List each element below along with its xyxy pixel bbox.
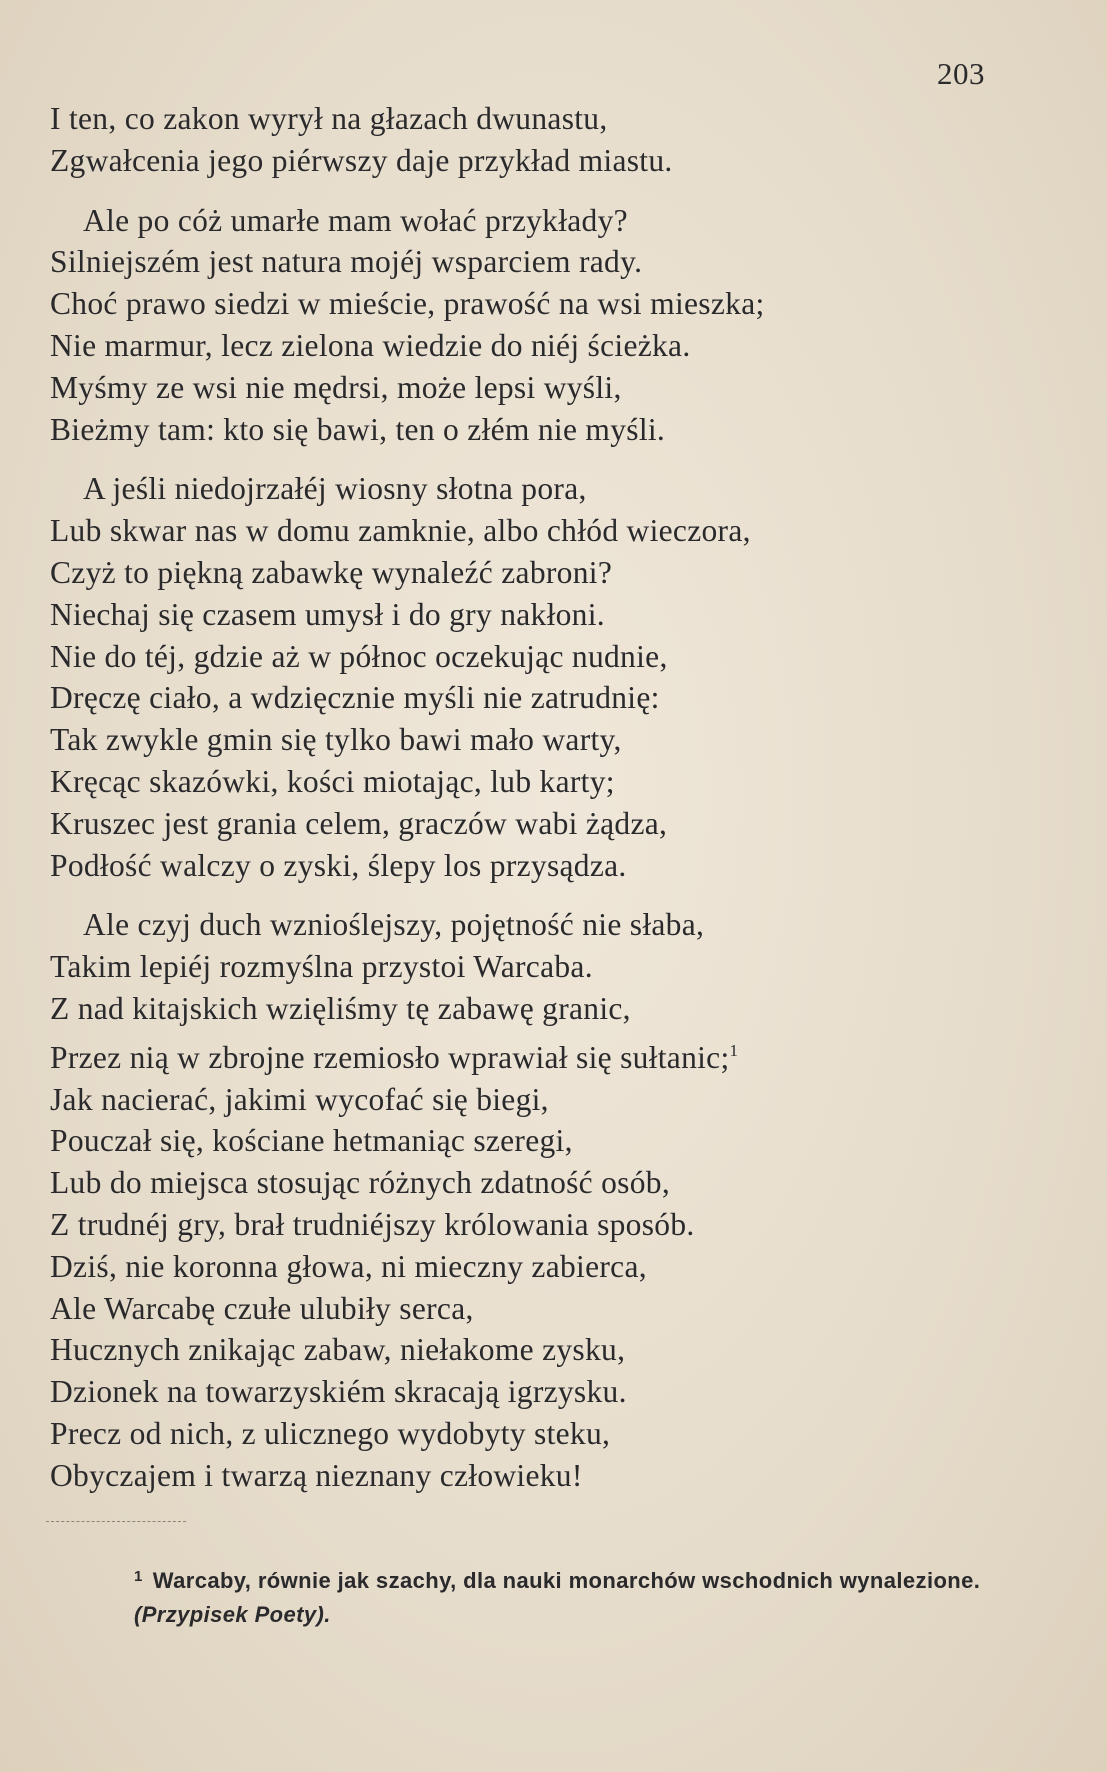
verse-line: Kręcąc skazówki, kości miotając, lub karty; — [50, 763, 615, 799]
footnote-marker: 1 — [134, 1568, 143, 1585]
verse-line: Zgwałcenia jego piérwszy daje przykład miastu. — [50, 142, 673, 178]
footnote-text: Warcaby, równie jak szachy, dla nauki monarchów wschodnich wynalezione. — [152, 1568, 981, 1593]
verse-line: Obyczajem i twarzą nieznany człowieku! — [50, 1457, 583, 1493]
verse-line: A jeśli niedojrzałéj wiosny słotna pora, — [83, 471, 587, 507]
verse-line: Silniejszém jest natura mojéj wsparciem rady. — [50, 244, 643, 280]
verse-line: Dręczę ciało, a wdzięcznie myśli nie zatrudnię: — [50, 680, 660, 716]
verse-text: Przez nią w zbrojne rzemiosło wprawiał się sułtanic; — [50, 1039, 730, 1075]
verse-line: Hucznych znikając zabaw, niełakome zysku, — [50, 1332, 626, 1368]
footnote-reference: 1 — [729, 1040, 739, 1060]
verse-line: Czyż to piękną zabawkę wynaleźć zabroni? — [50, 554, 613, 590]
verse-line: Dzionek na towarzyskiém skracają igrzysku. — [50, 1374, 627, 1410]
verse-line: I ten, co zakon wyrył na głazach dwunastu, — [50, 101, 608, 136]
verse-line: Lub skwar nas w domu zamknie, albo chłód wieczora, — [50, 513, 751, 549]
verse-line: Kruszec jest grania celem, graczów wabi żądza, — [50, 805, 668, 841]
verse-line: Tak zwykle gmin się tylko bawi mało warty, — [50, 722, 622, 758]
verse-line: Choć prawo siedzi w mieście, prawość na wsi mieszka; — [50, 286, 765, 322]
verse-line: Dziś, nie koronna głowa, ni mieczny zabierca, — [50, 1248, 647, 1284]
stanza-2 — [50, 200, 1050, 451]
stanza-1 — [50, 98, 1050, 182]
verse-line: Pouczał się, kościane hetmaniąc szeregi, — [50, 1123, 573, 1159]
poem-body — [50, 98, 1050, 1497]
verse-line: Takim lepiéj rozmyślna przystoi Warcaba. — [50, 949, 593, 985]
verse-line: Nie marmur, lecz zielona wiedzie do niéj ścieżka. — [50, 327, 691, 363]
verse-line: Z nad kitajskich wzięliśmy tę zabawę granic, — [50, 990, 631, 1026]
verse-line: Bieżmy tam: kto się bawi, ten o złém nie myśli. — [50, 411, 666, 447]
verse-line: Niechaj się czasem umysł i do gry nakłoni. — [50, 596, 605, 632]
verse-line: Lub do miejsca stosując różnych zdatność osób, — [50, 1165, 671, 1201]
verse-line: Jak nacierać, jakimi wycofać się biegi, — [50, 1081, 549, 1117]
verse-line: Precz od nich, z ulicznego wydobyty steku, — [50, 1415, 611, 1451]
footnote-text-block — [46, 1560, 1006, 1632]
footnote — [46, 1560, 1006, 1632]
verse-line: Nie do téj, gdzie aż w północ oczekując nudnie, — [50, 638, 668, 674]
verse-line: Podłość walczy o zyski, ślepy los przysądza. — [50, 847, 627, 883]
verse-line: Ale po cóż umarłe mam wołać przykłady? — [83, 202, 628, 238]
verse-line-with-footnote — [50, 1030, 1050, 1079]
verse-line: Ale Warcabę czułe ulubiły serca, — [50, 1290, 474, 1326]
footnote-divider — [46, 1521, 186, 1522]
verse-line: Ale czyj duch wznioślejszy, pojętność nie słaba, — [83, 907, 705, 943]
page-number: 203 — [937, 56, 985, 91]
footnote-attribution: (Przypisek Poety). — [134, 1602, 331, 1627]
verse-line: Myśmy ze wsi nie mędrsi, może lepsi wyśli, — [50, 369, 622, 405]
verse-line: Z trudnéj gry, brał trudniéjszy królowania sposób. — [50, 1206, 695, 1242]
stanza-3 — [50, 468, 1050, 886]
stanza-4 — [50, 904, 1050, 1496]
